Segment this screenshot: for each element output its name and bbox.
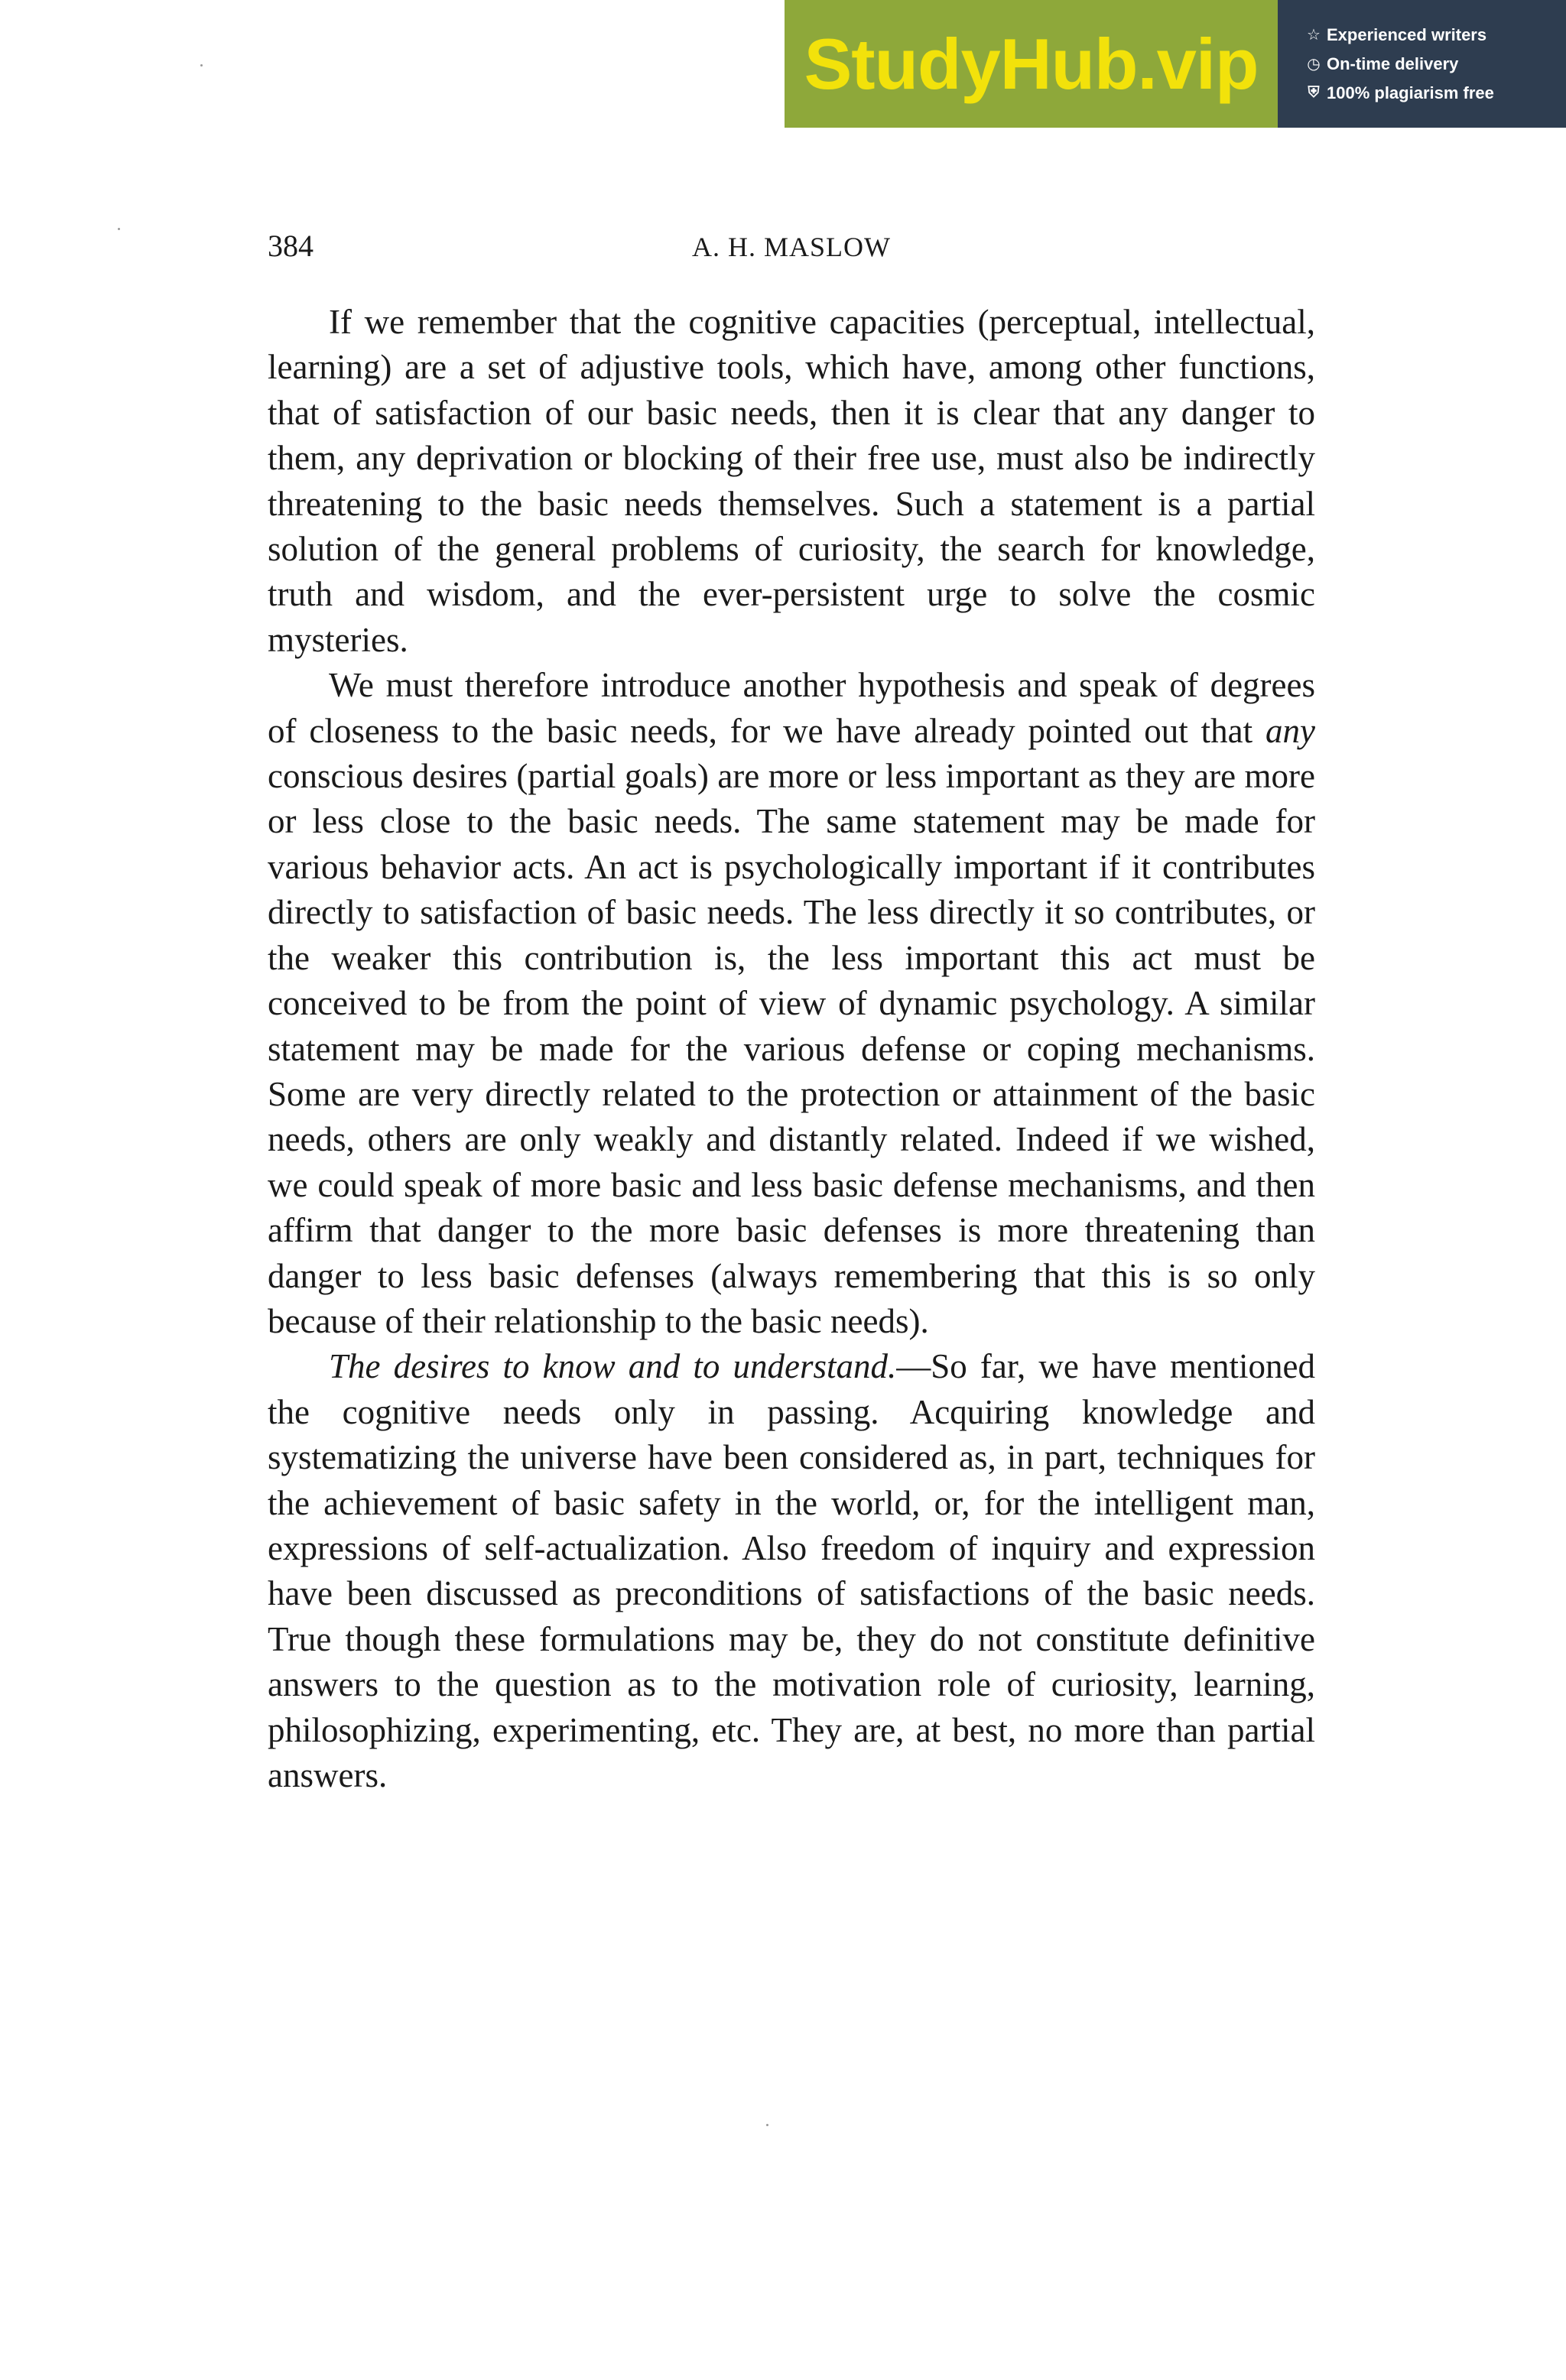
star-icon: ☆: [1307, 27, 1321, 44]
section-heading: The desires to know and to understand.: [329, 1347, 897, 1386]
brand-block[interactable]: [785, 0, 1278, 128]
body-text: [268, 300, 1315, 1798]
scan-speck: [118, 228, 120, 230]
brand-logo-text[interactable]: StudyHub.vip: [804, 23, 1259, 104]
shield-check-icon: ⛨: [1308, 84, 1320, 101]
feature-item: [1305, 54, 1566, 74]
paragraph-1: If we remember that the cognitive capacities (perceptual, intellectual, learning) are a set of adjustive tools, which have, among other functions, that of satisfaction of our basic needs, then it is clear that any danger to them, any deprivation or blocking of their free use, must also be indirectly threatening to the basic needs themselves. Such a statement is a partial solution of the general problems of curiosity, the search for knowledge, truth and wisdom, and the ever-persistent urge to solve the cosmic mysteries.: [268, 303, 1315, 659]
paragraph-3-text: —So far, we have mentioned the cognitive needs only in passing. Acquiring knowledge and systematizing the universe have been considered as, in part, techniques for the achievement of basic safety in the world, or, for the intelligent man, expressions of self-actualization. Also freedom of inquiry and expression have been discussed as preconditions of satisfactions of the basic needs. True though these formulations may be, they do not constitute definitive answers to the question as to the motivation role of curiosity, learning, philosophizing, experimenting, etc. They are, at best, no more than partial answers.: [268, 1347, 1315, 1794]
feature-item: [1305, 83, 1566, 103]
paragraph-3: [268, 1344, 1315, 1798]
paragraph-2-text-start: We must therefore introduce another hypothesis and speak of degrees of closeness to the basic needs, for we have already pointed out that: [268, 666, 1315, 750]
ad-banner[interactable]: [785, 0, 1566, 128]
page-header: [268, 228, 1315, 274]
feature-label: On-time delivery: [1327, 54, 1459, 73]
feature-label: 100% plagiarism free: [1327, 83, 1494, 102]
feature-list: [1278, 0, 1566, 128]
feature-label: Experienced writers: [1327, 24, 1487, 44]
clock-icon: ◷: [1307, 56, 1321, 73]
paragraph-2-text-end: conscious desires (partial goals) are more or less important as they are more or less close to the basic needs. The same statement may be made for various behavior acts. An act is psychologically important if it contributes directly to satisfaction of basic needs. The less directly it so contributes, or the weaker this contribution is, the less important this act must be conceived to be from the point of view of dynamic psychology. A similar statement may be made for the various defense or coping mechanisms. Some are very directly related to the protection or attainment of the basic needs, others are only weakly and distantly related. Indeed if we wished, we could speak of more basic and less basic defense mechanisms, and then affirm that danger to the more basic defenses is more threatening than danger to less basic defenses (always remembering that this is so only because of their relationship to the basic needs).: [268, 757, 1315, 1340]
feature-item: [1305, 25, 1566, 45]
paragraph-2: [268, 663, 1315, 1344]
emphasis-any: any: [1265, 711, 1315, 750]
scan-speck: [200, 64, 203, 67]
scan-speck: [766, 2124, 768, 2126]
running-head: A. H. MASLOW: [692, 232, 891, 262]
page-number: 384: [268, 229, 314, 263]
